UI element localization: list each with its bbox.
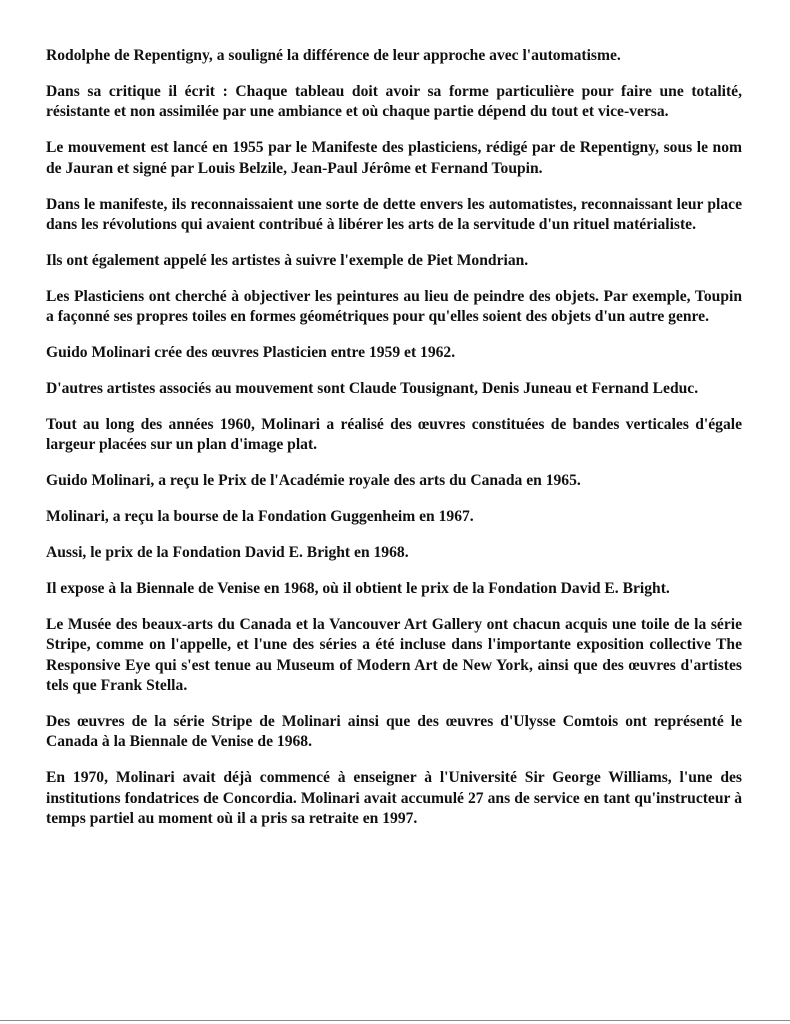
paragraph-1: Rodolphe de Repentigny, a souligné la différence de leur approche avec l'automatisme. bbox=[46, 47, 621, 64]
paragraph-10: Guido Molinari, a reçu le Prix de l'Académie royale des arts du Canada en 1965. bbox=[46, 472, 581, 490]
document-body bbox=[46, 46, 742, 845]
page-bottom-rule bbox=[0, 1020, 790, 1021]
paragraph-13: Il expose à la Biennale de Venise en 1968, où il obtient le prix de la Fondation David E. Bright. bbox=[46, 579, 670, 597]
paragraph-7: Guido Molinari crée des œuvres Plasticien entre 1959 et 1962. bbox=[46, 344, 456, 362]
paragraph-5: Ils ont également appelé les artistes à suivre l'exemple de Piet Mondrian. bbox=[46, 251, 529, 269]
paragraph-15: Des œuvres de la série Stripe de Molinari ainsi que des œuvres d'Ulysse Comtois ont représenté le Canada à la Biennale de Venise de 1968. bbox=[46, 712, 742, 751]
paragraph-11: Molinari, a reçu la bourse de la Fondation Guggenheim en 1967. bbox=[46, 508, 474, 526]
paragraph-9: Tout au long des années 1960, Molinari a réalisé des œuvres constituées de bandes verticales d'égale largeur placées sur un plan d'image plat. bbox=[46, 415, 742, 454]
paragraph-2: Dans sa critique il écrit : Chaque tableau doit avoir sa forme particulière pour faire une totalité, résistante et non assimilée par une ambiance et où chaque partie dépend du tout et vice-versa. bbox=[46, 82, 742, 121]
paragraph-6: Les Plasticiens ont cherché à objectiver les peintures au lieu de peindre des objets. Par exemple, Toupin a façonné ses propres toiles en formes géométriques pour qu'elles soient des objets d'un autre genre. bbox=[46, 287, 742, 326]
paragraph-16: En 1970, Molinari avait déjà commencé à enseigner à l'Université Sir George Williams, l'une des institutions fondatrices de Concordia. Molinari avait accumulé 27 ans de service en tant qu'instructeur à temps partiel au moment où il a pris sa retraite en 1997. bbox=[46, 769, 742, 828]
paragraph-4: Dans le manifeste, ils reconnaissaient une sorte de dette envers les automatistes, reconnaissant leur place dans les révolutions qui avaient contribué à libérer les arts de la servitude d'un rituel matérialiste. bbox=[46, 195, 742, 233]
paragraph-3: Le mouvement est lancé en 1955 par le Manifeste des plasticiens, rédigé par de Repentigny, sous le nom de Jauran et signé par Louis Belzile, Jean-Paul Jérôme et Fernand Toupin. bbox=[46, 139, 742, 177]
paragraph-8: D'autres artistes associés au mouvement sont Claude Tousignant, Denis Juneau et Fernand Leduc. bbox=[46, 379, 699, 397]
paragraph-14: Le Musée des beaux-arts du Canada et la Vancouver Art Gallery ont chacun acquis une toile de la série Stripe, comme on l'appelle, et l'une des séries a été incluse dans l'importante exposition collective The Responsive Eye qui s'est tenue au Museum of Modern Art de New York, ainsi que des œuvres d'artistes tels que Frank Stella. bbox=[46, 615, 742, 695]
paragraph-12: Aussi, le prix de la Fondation David E. Bright en 1968. bbox=[46, 544, 409, 561]
